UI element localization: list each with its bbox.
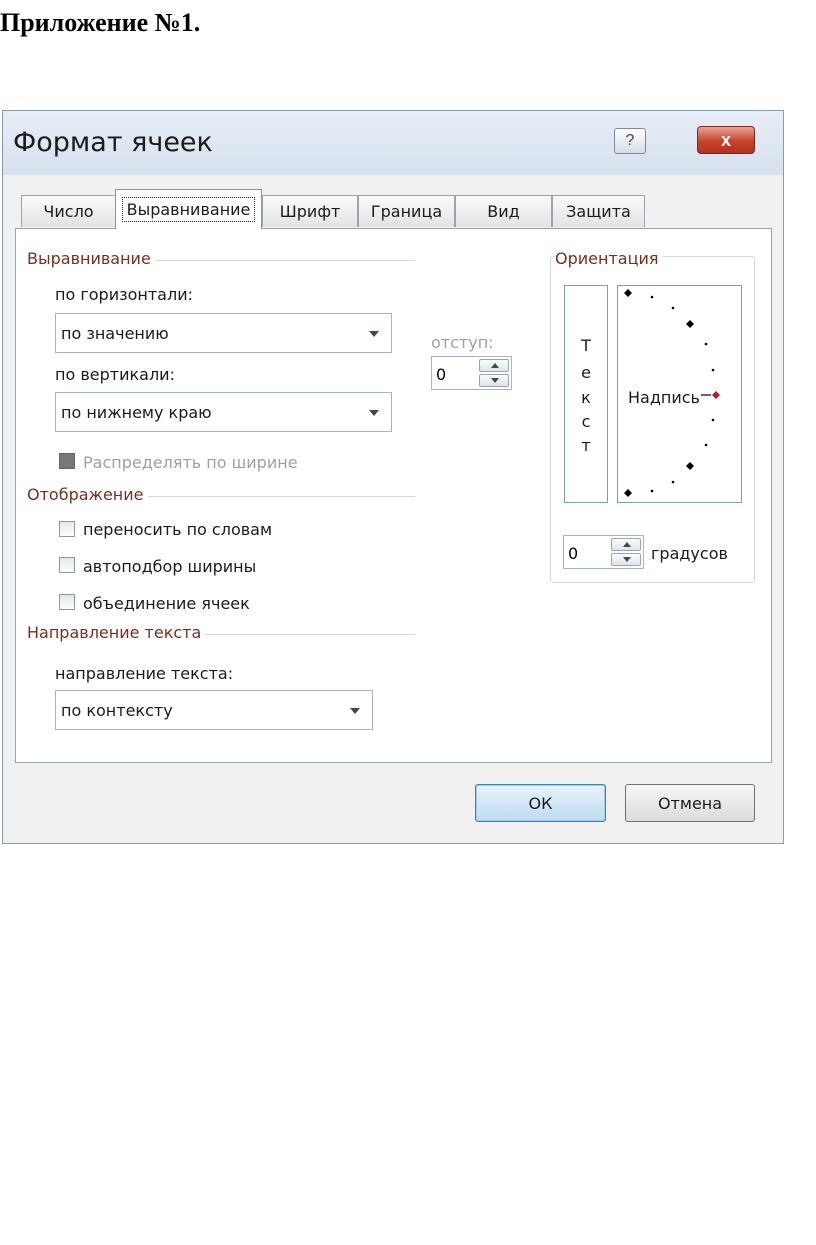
chevron-down-icon [350,708,360,714]
direction-value: по контексту [61,701,173,720]
dot-marker [672,481,675,484]
tab-protection[interactable]: Защита [552,195,645,227]
vertical-text-letter: е [581,363,591,382]
merge-label: объединение ячеек [83,594,250,613]
dot-marker [712,419,715,422]
help-button[interactable] [614,128,646,154]
spin-up-icon[interactable] [611,538,641,551]
ok-button[interactable]: ОК [475,784,606,822]
chevron-down-icon [369,331,379,337]
dot-marker [651,490,654,493]
alignment-group-label: Выравнивание [27,249,155,268]
display-group-label: Отображение [27,485,148,504]
merge-checkbox[interactable] [59,594,75,610]
tab-font[interactable]: Шрифт [262,195,358,227]
tab-alignment[interactable]: Выравнивание [115,189,262,229]
chevron-down-icon [369,410,379,416]
horizontal-value: по значению [61,324,169,343]
spin-down-icon[interactable] [611,553,641,566]
diamond-marker [686,462,694,470]
vertical-text-letter: т [581,436,591,455]
degrees-value: 0 [568,544,579,563]
autofit-checkbox[interactable] [59,557,75,573]
vertical-text-letter: Т [581,336,591,355]
vertical-text-letter: с [581,412,591,431]
indent-stepper[interactable] [431,356,512,390]
dot-marker [672,307,675,310]
indent-label: отступ: [431,333,494,352]
dialog-title: Формат ячеек [13,127,213,158]
horizontal-select[interactable] [55,313,392,353]
spin-up-icon[interactable] [479,359,509,372]
cancel-button[interactable]: Отмена [625,784,755,822]
orientation-group-label: Ориентация [555,249,663,268]
diamond-marker [624,489,632,497]
dot-marker [651,296,654,299]
dialog-titlebar [3,111,783,175]
indent-value: 0 [436,365,447,384]
tab-border[interactable]: Граница [358,195,455,227]
direction-select[interactable] [55,690,373,730]
horizontal-label: по горизонтали: [55,285,193,304]
close-button[interactable] [697,126,755,154]
distribute-checkbox[interactable] [59,453,75,469]
help-icon: ? [625,132,635,149]
vertical-text-letter: к [581,388,591,407]
distribute-label: Распределять по ширине [83,453,298,472]
close-icon: x [720,129,731,150]
vertical-value: по нижнему краю [61,403,212,422]
vertical-select[interactable] [55,392,392,432]
format-cells-dialog [2,110,784,844]
direction-label: направление текста: [55,664,234,683]
degrees-stepper[interactable] [563,535,644,569]
vertical-text-button[interactable] [564,285,608,503]
dial-label: Надпись [628,388,700,407]
diamond-marker [686,320,694,328]
tab-number[interactable]: Число [21,195,116,227]
vertical-label: по вертикали: [55,365,175,384]
current-angle-marker [712,391,720,399]
dot-marker [712,369,715,372]
diamond-marker [624,289,632,297]
dot-marker [705,444,708,447]
spin-down-icon[interactable] [479,374,509,387]
tab-fill[interactable]: Вид [455,195,552,227]
degrees-label: градусов [651,544,728,563]
page-heading: Приложение №1. [0,8,201,37]
wrap-label: переносить по словам [83,520,273,539]
autofit-label: автоподбор ширины [83,557,257,576]
wrap-checkbox[interactable] [59,521,75,537]
direction-group-label: Направление текста [27,623,205,642]
orientation-dial[interactable] [617,285,742,503]
dot-marker [705,343,708,346]
